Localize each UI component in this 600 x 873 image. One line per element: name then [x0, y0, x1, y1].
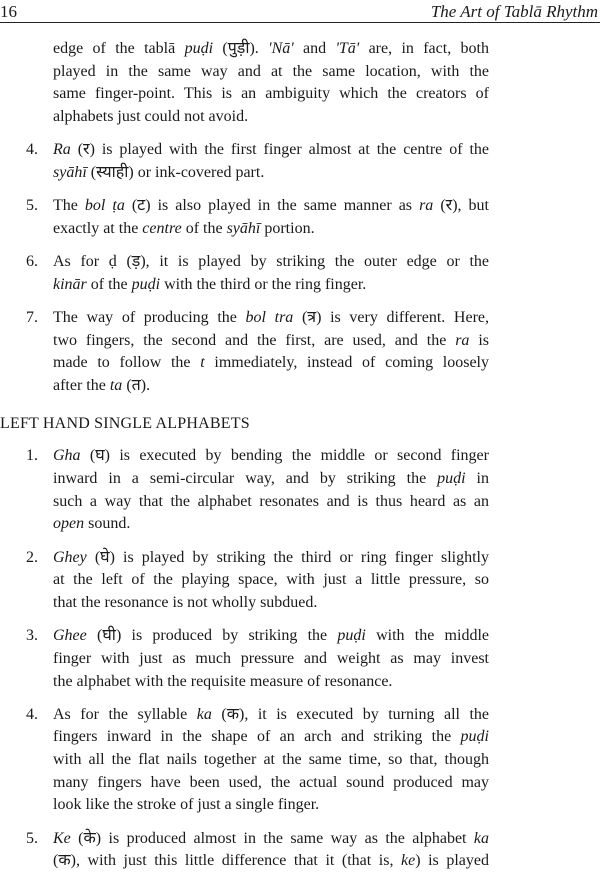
item-number: 7. — [26, 308, 38, 326]
text-run: As for ḍ (ड़), it is played by striking the outer edge or the — [53, 253, 489, 270]
text-run: of the — [86, 275, 132, 293]
text-run: is — [469, 331, 490, 349]
text-line — [53, 592, 489, 615]
page-number: 16 — [0, 2, 17, 21]
italic-term: open — [53, 515, 85, 533]
italic-term: 'Nā' — [268, 40, 294, 57]
text-run: (त). — [122, 376, 151, 394]
page-body — [0, 38, 600, 873]
text-line — [53, 648, 489, 671]
text-run: (र) is played with the first finger almost at the centre of the — [70, 141, 489, 159]
item-number: 2. — [26, 548, 38, 566]
running-header — [0, 0, 598, 22]
italic-term: puḍi — [460, 728, 489, 746]
text-run: such a way that the alphabet resonates and is thus heard as an — [53, 492, 489, 510]
text-line — [53, 106, 489, 129]
text-line — [53, 671, 489, 694]
text-line — [53, 38, 489, 61]
text-line — [53, 274, 489, 297]
list-item — [26, 139, 489, 184]
text-run: (क), with just this little difference that it (that is, — [53, 852, 402, 870]
list-item — [26, 307, 490, 398]
italic-term: Ke — [53, 829, 71, 847]
item-number: 4. — [26, 705, 38, 723]
text-run: ) is played — [415, 852, 489, 870]
text-line — [53, 794, 489, 817]
text-run: The — [53, 197, 85, 215]
text-run: (क), it is executed by turning all the — [211, 705, 490, 723]
text-run: with the middle — [365, 627, 489, 645]
text-run: (त्र) is very different. Here, — [293, 308, 490, 326]
text-line — [53, 547, 489, 570]
italic-term: ke — [401, 852, 416, 870]
list-item — [26, 547, 489, 615]
text-run: (ट) is also played in the same manner as — [124, 197, 420, 215]
text-run: after the — [53, 376, 110, 394]
text-run: of the — [181, 219, 227, 237]
italic-term: syāhī — [226, 219, 261, 237]
italic-term: puḍi — [437, 470, 466, 488]
text-line — [53, 330, 489, 353]
text-run: at the left of the playing space, with just a little pressure, so — [53, 571, 489, 589]
text-run: sound. — [84, 515, 131, 533]
italic-term: centre — [142, 219, 182, 237]
text-run: many fingers have been used, the actual sound produced may — [53, 773, 489, 791]
text-run: two fingers, the second and the first, are used, and the — [53, 331, 456, 349]
list-item — [26, 828, 489, 873]
italic-term: puḍi — [184, 40, 214, 57]
italic-term: Ra — [53, 141, 71, 159]
header-rule — [0, 22, 600, 23]
text-run: As for the syllable — [53, 705, 197, 723]
text-run: inward in a semi-circular way, and by striking the — [53, 470, 438, 488]
section-heading: LEFT HAND SINGLE ALPHABETS — [0, 415, 250, 433]
italic-term: ta — [109, 376, 123, 394]
text-run: played in the same way and at the same location, with the — [53, 62, 489, 80]
italic-term: ka — [196, 705, 212, 723]
italic-term: 'Tā' — [335, 40, 360, 57]
text-line — [53, 625, 489, 648]
text-line — [53, 569, 489, 592]
text-run: portion. — [260, 219, 315, 237]
text-line — [53, 513, 489, 536]
italic-term: t — [200, 354, 205, 372]
text-run: the alphabet with the requisite measure of resonance. — [53, 672, 393, 690]
list-item — [26, 625, 489, 693]
text-line — [53, 828, 489, 851]
text-run: (के) is produced almost in the same way as the alphabet — [70, 829, 474, 847]
italic-term: bol tra — [245, 308, 294, 326]
text-line — [53, 61, 489, 84]
text-line — [53, 195, 489, 218]
text-run: are, in fact, both — [359, 40, 489, 57]
text-line — [53, 139, 489, 162]
italic-term: ra — [455, 331, 470, 349]
text-line — [53, 218, 489, 241]
item-number: 5. — [26, 829, 38, 847]
item-number: 5. — [26, 197, 38, 215]
italic-term: Gha — [53, 447, 81, 465]
text-run: same finger-point. This is an ambiguity which the creators of — [53, 85, 489, 103]
book-title: The Art of Tablā Rhythm — [430, 2, 598, 21]
italic-term: Ghey — [53, 548, 87, 566]
text-line — [53, 726, 489, 749]
italic-term: puḍi — [131, 275, 161, 293]
item-number: 6. — [26, 253, 38, 270]
text-run: immediately, instead of coming loosely — [204, 354, 489, 372]
item-number: 4. — [26, 141, 38, 159]
item-number: 1. — [26, 447, 38, 465]
text-run: (र), but — [433, 197, 489, 215]
text-line — [53, 83, 489, 106]
text-run: with the third or the ring finger. — [160, 275, 367, 293]
text-line — [53, 445, 489, 468]
text-line — [53, 375, 489, 398]
text-run: look like the stroke of just a single finger. — [53, 796, 320, 814]
text-run: (स्याही) or ink-covered part. — [86, 163, 265, 181]
item-number: 3. — [26, 627, 38, 645]
italic-term: ka — [473, 829, 489, 847]
italic-term: syāhī — [53, 163, 87, 181]
text-line — [53, 352, 489, 375]
text-run: (घे) is played by striking the third or ring finger slightly — [86, 548, 489, 566]
text-run: fingers inward in the shape of an arch and striking the — [53, 728, 461, 746]
text-line — [53, 251, 489, 274]
text-line — [53, 749, 489, 772]
italic-term: ra — [419, 197, 434, 215]
text-line — [53, 307, 489, 330]
text-run: alphabets just could not avoid. — [53, 108, 249, 126]
paragraph — [53, 38, 489, 129]
text-run: exactly at the — [53, 219, 143, 237]
italic-term: bol ṭa — [84, 197, 125, 215]
list-item — [26, 195, 489, 240]
text-line — [53, 491, 489, 514]
text-run: finger with just as much pressure and weight as may invest — [53, 649, 489, 667]
text-run: made to follow the — [53, 354, 201, 372]
text-run: (घ) is executed by bending the middle or second finger — [80, 447, 489, 465]
text-line — [53, 468, 489, 491]
text-run: (पुड़ी). — [213, 40, 269, 57]
list-item — [26, 251, 489, 296]
italic-term: puḍi — [337, 627, 366, 645]
text-line — [53, 704, 489, 727]
italic-term: kinār — [53, 275, 87, 293]
text-line — [53, 162, 489, 185]
italic-term: Ghee — [53, 627, 87, 645]
text-line — [53, 850, 489, 873]
text-run: The way of producing the — [53, 308, 246, 326]
text-run: and — [293, 40, 336, 57]
list-item — [26, 704, 490, 817]
list-item — [26, 445, 489, 536]
text-run: edge of the tablā — [53, 40, 185, 57]
text-run: in — [465, 470, 489, 488]
text-run: (घी) is produced by striking the — [86, 627, 338, 645]
text-run: that the resonance is not wholly subdued. — [53, 593, 318, 611]
text-run: with all the flat nails together at the same time, so that, though — [53, 751, 489, 769]
text-line — [53, 772, 489, 795]
